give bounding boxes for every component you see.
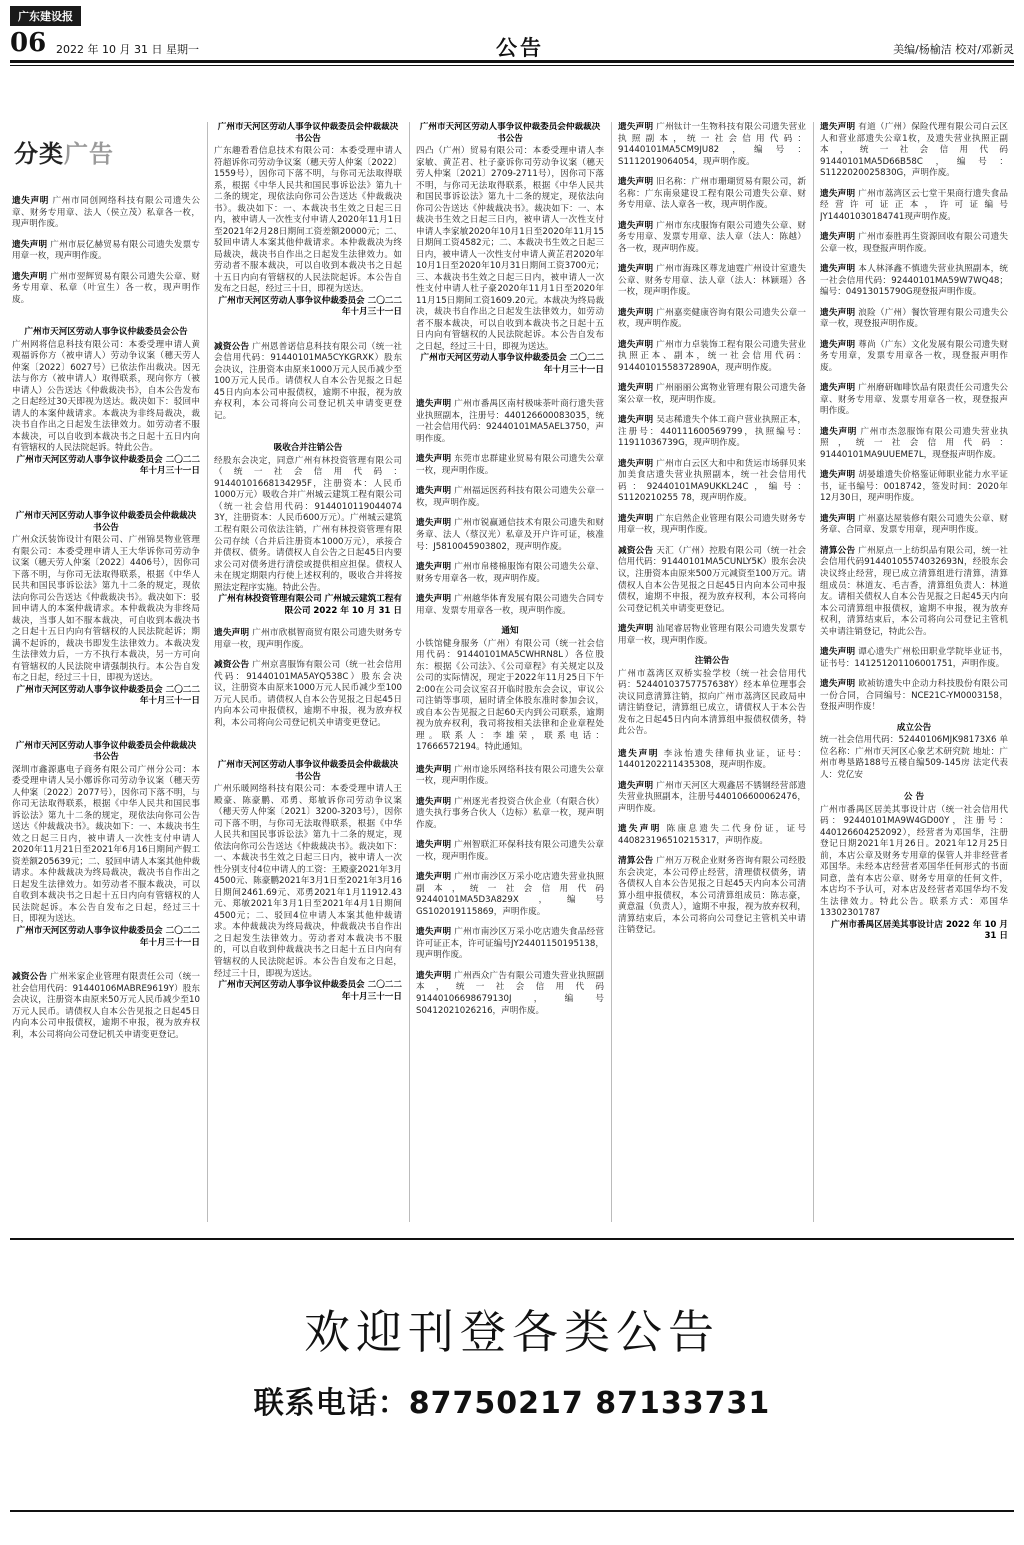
column-divider — [813, 122, 814, 1222]
notice-body: 四凸（广州）贸易有限公司：本委受理申请人李家敏、黄芷君、杜子豪诉你司劳动争议案（穗天劳人仲案〔2021〕2709-2711号），因你司下落不明，与你司无法取得联系，根据《中华人民共和国民事诉讼法》第九十二条的规定，现依法向你司公告送达《仲裁裁决书》。裁决如下：一、本裁决书生效之日起三日内，被申请人一次性支付申请人李家敏2020年10月1日至2020年11月15日期间工资4582元；二、本裁决书生效之日起三日内，被申请人一次性支付申请人黄芷君2020年10月1日至2020年10月31日期间工资3700元；三、本裁决书生效之日起三日内，被申请人一次性支付申请人杜子豪2020年11月1日至2020年11月15日期间工资1609.20元。本裁决为终局裁决，裁决书自作出之日起发生法律效力，如劳动者不服本裁决，可以自收到本裁决书之日起十五日内向有管辖权的人民法院起诉。本公告自发布之日起，经过三十日，即视为送达。 — [416, 146, 604, 352]
notice-body: 广州丽丽公寓物业管理有限公司遗失备案公章一枚，现声明作废。 — [618, 383, 806, 405]
notice-body: 陈康息遗失二代身份证，证号440823196510215317，声明作废。 — [618, 824, 806, 846]
notice — [820, 122, 1008, 180]
notice — [12, 196, 200, 231]
editor-credits: 美编/杨榆洁 校对/邓新灵 — [893, 43, 1014, 56]
notice-body: 广州米家企业管理有限责任公司（统一社会信用代码：91440106MABRE9619Y）股东会决议，注册资本由原来50万元人民币减少至10万元人民币。请债权人自本公告见报之日起45日内向本公司申报债权，逾期不申报，视为放弃权利，本公司将向公司登记机关申请变更登记。 — [12, 972, 200, 1040]
notice-body: 广州西众广告有限公司遗失营业执照副本，统一社会信用代码91440106698679130J，编号S0412021026216，声明作废。 — [416, 970, 604, 1016]
notice-body: 旧名称：广州市珊瑚贸易有限公司，新名称：广东南泉建设工程有限公司遗失公章、财务专用章、法人章各一枚，现声明作废。 — [618, 177, 806, 211]
notice-title: 吸收合并注销公告 — [273, 443, 343, 454]
notice — [618, 459, 806, 505]
notice — [820, 792, 1008, 943]
notice-body: 广州市辰亿赫贸易有限公司遗失发票专用章一枚，现声明作废。 — [12, 239, 200, 262]
notice — [416, 797, 604, 832]
notice-keyword: 遗失声明 — [12, 239, 48, 250]
notice-body: 谭心遗失广州松田职业学院毕业证书，证书号：141251201106001751，声明作废。 — [820, 647, 1008, 669]
notice — [618, 122, 806, 168]
notice-keyword: 遗失声明 — [12, 196, 50, 207]
notice — [618, 624, 806, 647]
notice — [618, 177, 806, 212]
notice-body: 小铁馆健身服务（广州）有限公司（统一社会信用代码：91440101MA5CWHRN8L）各位股东：根据《公司法》、《公司章程》有关规定以及公司的实际情况，现定于2022年11月25日下午2:00在公司会议室召开临时股东会会议，审议公司注销等事项，届时请全体股东准时参加会议，或自本公告见报之日起60天内到公司联系，逾期视为放弃权利，我司将按相关法律和企业章程处理。联系人：李雄荣，联系电话：17666572194。特此通知。 — [416, 638, 604, 753]
notice-keyword: 遗失声明 — [214, 628, 250, 639]
notice-body: 尊尚（广东）文化发展有限公司遗失财务专用章，发票专用章各一枚，现登报声明作废。 — [820, 339, 1008, 373]
notice-keyword: 遗失声明 — [618, 307, 654, 318]
notice-keyword: 减资公告 — [214, 341, 250, 352]
notice — [618, 415, 806, 450]
notice-body: 天汇（广州）控股有限公司（统一社会信用代码：91440101MA5CUNLY5K）股东会决议，注册资本由原来500万元减资至100万元。请债权人自本公告见报之日起45日内向本公司申报债权，逾期不申报，视为放弃权利，本公司将向公司登记机关申请变更登记。 — [618, 545, 806, 614]
notice-body: 广州市帛楼棉服饰有限公司遗失公章、财务专用章各一枚，现声明作废。 — [416, 562, 604, 584]
notice — [416, 626, 604, 754]
notice-body: 广州原点一上纺织品有限公司，统一社会信用代码91440105574032693N，经股东会决议终止经营，现已成立清算组进行清算，清算组成员：林道友、毛吉香，清算组负责人：林道友。请相关债权人自本公告见报之日起45天内向本公司清算组申报债权，逾期不申报，视为放弃权利，清算结束后，本公司将向公司登记主管机关申请注销登记，特此公告。 — [820, 545, 1008, 637]
paper-name: 广东建设报 — [10, 6, 81, 26]
notice-title: 注销公告 — [694, 656, 730, 667]
notice — [618, 546, 806, 615]
notice — [820, 264, 1008, 299]
notice-body: 广州福远医药科技有限公司遗失公章一枚，现声明作废。 — [416, 486, 604, 508]
notice-signature: 广州市天河区劳动人事争议仲裁委员会 二〇二二年十月三十一日 — [420, 353, 604, 375]
notice — [820, 514, 1008, 537]
notice — [618, 824, 806, 847]
notice-title: 广州市天河区劳动人事争议仲裁委员会仲裁裁决书公告 — [217, 122, 399, 144]
notice — [618, 514, 806, 537]
column-divider — [611, 122, 612, 1222]
notice-keyword: 遗失声明 — [416, 454, 452, 465]
notice-body: 本人林泽鑫不慎遗失营业执照副本，统一社会信用代码：92440101MA59W7WQ48；编号：04913015790G现登报声明作废。 — [820, 264, 1008, 298]
notice — [416, 927, 604, 962]
notice — [820, 308, 1008, 331]
notice-keyword: 遗失声明 — [618, 624, 654, 635]
notice-body: 广州市翌辉贸易有限公司遗失公章、财务专用章、私章（叶宣生）各一枚，现声明作废。 — [12, 271, 200, 305]
notice-keyword: 遗失声明 — [416, 399, 452, 410]
notice — [820, 470, 1008, 505]
notice-keyword: 遗失声明 — [618, 220, 654, 231]
notice-body: 吴志稀遗失个体工商户营业执照正本，注册号：440111600569799，执照编号：11911036739G，现声明作废。 — [618, 415, 806, 449]
notice-body: 广州市杰忽服饰有限公司遗失营业执照，统一社会信用代码：91440101MA9UUEME7L，现登报声明作废。 — [820, 426, 1008, 460]
column-divider — [409, 122, 410, 1222]
notice — [416, 399, 604, 445]
column-5 — [820, 122, 1008, 1222]
notice — [416, 765, 604, 788]
notice-keyword: 遗失声明 — [416, 562, 452, 573]
notice-keyword: 遗失声明 — [820, 232, 856, 243]
footer-rule — [10, 1238, 1014, 1240]
notice-body: 广州钛计一生物科技有限公司遗失营业执照副本，统一社会信用代码：91440101MA5CM9JU82，编号：S1112019064054，现声明作废。 — [618, 122, 806, 167]
notice — [416, 122, 604, 376]
notice-keyword: 遗失声明 — [12, 271, 48, 282]
notice-keyword: 遗失声明 — [416, 970, 452, 981]
notice — [12, 511, 200, 708]
notice-keyword: 遗失声明 — [416, 927, 452, 938]
notice-keyword: 遗失声明 — [820, 264, 856, 275]
notice-body: 欧祯钫遗失中企动力科技股份有限公司一份合同，合同编号：NCE21C-YM0003158，登报声明作废！ — [820, 679, 1008, 713]
notice — [416, 562, 604, 585]
notice-keyword: 遗失声明 — [416, 486, 452, 497]
notice — [416, 840, 604, 863]
notice-keyword: 遗失声明 — [618, 415, 654, 426]
column-1 — [12, 122, 200, 1222]
notice-title: 通知 — [501, 626, 519, 637]
notice-keyword: 遗失声明 — [820, 307, 856, 318]
notice-body: 广州市荔湾区云七堂干果商行遗失食品经营许可证正本，许可证编号JY14401030184741现声明作废。 — [820, 188, 1008, 222]
notice — [214, 760, 402, 1003]
classified-ads-logo — [14, 138, 200, 170]
notice — [214, 122, 402, 319]
notice-body: 广州市海珠区尊龙迪霆广州设计室遗失公章、财务专用章、法人章（法人：林颖瑶）各一枚，现声明作废。 — [618, 264, 806, 298]
notice-keyword: 遗失声明 — [618, 177, 654, 188]
notice-body: 广州嘉奕健康咨询有限公司遗失公章一枚，现声明作废。 — [618, 307, 806, 330]
notice — [12, 240, 200, 263]
notice-keyword: 遗失声明 — [820, 513, 856, 524]
notice — [12, 741, 200, 949]
notice-body: 广州乐暖网络科技有限公司：本委受理申请人王殿豪、陈豪鹏、邓勇、郑敏诉你司劳动争议案（穗天劳人仲案〔2021〕3200-3203号），因你司下落不明，与你司无法取得联系，根据《中华人民共和国民事诉讼法》第九十二条的规定，现依法向你司公告送达《仲裁裁决书》。裁决如下：一、本裁决书生效之日起三日内，被申请人一次性分别支付4位申请人的工资：王殿豪2021年3月4500元、陈豪鹏2021年3月1日至2021年3月16日期间2461.69元、邓勇2021年1月11912.43元、郑敏2021年3月1日至2021年4月1日期间4500元；二、驳回4位申请人本案其他仲裁请求。本仲裁裁决为终局裁决，仲裁裁决书自作出之日起发生法律效力。劳动者对本裁决书不服的，可以自收到仲裁裁决书之日起十五日内向有管辖权的人民法院起诉。本公告自发布之日起，经过三十日，即视为送达。 — [214, 784, 402, 979]
notice-keyword: 减资公告 — [618, 545, 654, 556]
notice — [214, 628, 402, 651]
column-2 — [214, 122, 402, 1222]
page-number: 06 — [10, 28, 47, 58]
contact-phone: 联系电话：87750217 87133731 — [253, 1386, 771, 1421]
notice-title: 广州市天河区劳动人事争议仲裁委员会仲裁裁决书公告 — [15, 740, 197, 763]
notice — [12, 327, 200, 478]
notice-body: 广东趣看看信息技术有限公司：本委受理申请人符超诉你司劳动争议案（穗天劳人仲案〔2022〕1559号），因你司下落不明，与你司无法取得联系，根据《中华人民共和国民事诉讼法》第九十二条的规定，现依法向你司公告送达《仲裁裁决书》。裁决如下：一、本裁决书生效之日起三日内，被申请人一次性支付申请人2020年11月1日至2021年2月28日期间工资差额20000元；二、驳回申请人本案其他仲裁请求。本仲裁裁决为终局裁决，裁决书自作出之日起发生法律效力。如劳动者不服本裁决，可以自收到本裁决书之日起十五日内向有管辖权的人民法院起诉。本公告自发布之日起，经过三十日，即视为送达。 — [214, 146, 402, 295]
notice-keyword: 遗失声明 — [820, 470, 856, 481]
notice-title: 广州市天河区劳动人事争议仲裁委员会仲裁裁决书公告 — [419, 122, 601, 144]
notice-keyword: 清算公告 — [820, 545, 856, 556]
header-rule — [10, 60, 1014, 63]
notice — [820, 723, 1008, 782]
notice-keyword: 遗失声明 — [618, 339, 654, 350]
notice-columns — [10, 122, 1014, 1222]
notice-body: 广州市番禺区南村极味荼叶商行遗失营业执照副本，注册号：440126600083035，统一社会信用代码：92440101MA5AEL3750，声明作废。 — [416, 399, 604, 444]
column-3 — [416, 122, 604, 1222]
notice — [416, 518, 604, 553]
notice-body: 广州万万税企业财务咨询有限公司经股东会决定，本公司停止经营，清理债权债务，请各债权人自本公告见报之日起45天内向本公司清算小组申报债权，本公司清算组成员：陈志豪，黄意温（负责人），逾期不申报，视为放弃权利，清算结束后，本公司将向公司登记主管机关申请注销登记。 — [618, 856, 806, 936]
notice-body: 经股东会决定，同意广州有林投资管理有限公司（统一社会信用代码：91440101668134295F，注册资本：人民币1000万元）吸收合并广州城云建筑工程有限公司（统一社会信用代码：9144010119044074 3Y，注册资本：人民币600万元）。广州城云建筑工程有限公司依法注销，广州有林投资管理有限公司存续（合并后注册资本1000万元），承接合并债权、债务。请债权人自公告之日起45日内要求公司对债务进行清偿或提供相应担保。债权人未在规定期限内行使上述权利的，吸收合并将按照法定程序实施。特此公告。 — [214, 455, 402, 593]
issue-date: 2022 年 10 月 31 日 星期一 — [56, 43, 199, 56]
notice — [820, 546, 1008, 638]
notice-body: 广州市白云区大和中和货运市场驿贝来加美食店遗失营业执照副本，统一社会信用代码：92440101MA9UKKL24C，编号：S1120210255 78，现声明作废。 — [618, 458, 806, 504]
notice-keyword: 减资公告 — [214, 660, 250, 671]
notice-body: 广州越华体育发展有限公司遗失合同专用章、发票专用章各一枚，现声明作废。 — [416, 594, 604, 616]
notice-body: 广州市欣棋智商贸有限公司遗失财务专用章一枚，现声明作废。 — [214, 628, 402, 650]
notice — [416, 971, 604, 1017]
notice-keyword: 清算公告 — [618, 856, 654, 867]
notice-body: 统一社会信用代码：52440106MJK98173X6 单位名称：广州市天河区心象艺术研究院 地址：广州市粤垦路188号五楼自编509-145房 法定代表人：党亿安 — [820, 735, 1008, 780]
notice-body: 广州市途乐网络科技有限公司遗失公章一枚，现声明作废。 — [416, 764, 604, 787]
notice-keyword: 遗失声明 — [820, 122, 856, 132]
notice-title: 广州市天河区劳动人事争议仲裁委员会公告 — [24, 327, 188, 338]
notice — [820, 383, 1008, 418]
notice-title: 成立公告 — [896, 722, 932, 733]
notice — [820, 340, 1008, 375]
notice-body: 广州市力卓装饰工程有限公司遗失营业执照正本、副本，统一社会信用代码：91440101558372890A，现声明作废。 — [618, 339, 806, 373]
notice — [820, 189, 1008, 224]
section-title: 公告 — [496, 36, 544, 60]
notice-keyword: 遗失声明 — [618, 780, 654, 791]
notice-body: 广东启然企业管理有限公司遗失财务专用章一枚，现声明作废。 — [618, 513, 806, 536]
notice-body: 广州市天河区大观鑫居不锈钢经营部遗失营业执照副本，注册号440106600062476，声明作废。 — [618, 780, 806, 814]
notice-body: 东莞市忠群建业贸易有限公司遗失公章一枚，现声明作废。 — [416, 454, 604, 476]
notice-body: 广州京喜服饰有限公司（统一社会信用代码：91440101MA5AYQ538C）股东会决议，注册资本由原来1000万元人民币减少至100万元人民币。请债权人自本公告见报之日起45日内向本公司申报债权，逾期不申报，视为放弃权利，本公司将向公司登记机关申请变更登记。 — [214, 660, 402, 728]
notice — [416, 872, 604, 918]
notice-keyword: 遗失声明 — [820, 383, 856, 394]
notice-body: 广州市同创网络科技有限公司遗失公章、财务专用章、法人（侯立茂）私章各一枚，现声明作废。 — [12, 196, 200, 230]
notice-title: 公 告 — [903, 792, 925, 803]
notice-body: 广州市南沙区万采小吃店遗失营业执照副本，统一社会信用代码92440101MA5D3A829X，编号GS102019115869，声明作废。 — [416, 872, 604, 917]
notice — [618, 749, 806, 772]
notice-signature: 广州市天河区劳动人事争议仲裁委员会 二〇二二年十月三十一日 — [218, 980, 402, 1002]
notice-keyword: 遗失声明 — [820, 426, 858, 437]
column-divider — [207, 122, 208, 1222]
page-bottom-rule — [10, 1510, 1014, 1512]
notice-keyword: 遗失声明 — [618, 513, 654, 524]
notice-body: 深圳市鑫源惠电子商务有限公司广州分公司：本委受理申请人吴小娜诉你司劳动争议案（穗天劳人仲案〔2022〕2077号），因你司下落不明，与你司无法取得联系，根据《中华人民共和国民事诉讼法》第九十二条的规定，现依法向你司公告送达《仲裁裁决书》。裁决如下：一、本裁决书生效之日起三日内，被申请人一次性支付申请人2020年11月21日至2021年6月16日期间产假工资差额205639元；二、驳回申请人本案其他仲裁请求。本仲裁裁决为终局裁决，裁决书自作出之日起发生法律效力。如劳动者不服本裁决，可以自收到本裁决书之日起十五日内向有管辖权的人民法院起诉。本公告自发布之日起，经过三十日，即视为送达。 — [12, 764, 200, 925]
notice-signature: 广州市天河区劳动人事争议仲裁委员会 二〇二二年十月三十一日 — [218, 295, 402, 318]
notice-signature: 广州市番禺区居美其事设计店 2022 年 10 月 31 日 — [831, 919, 1008, 942]
notice-title: 广州市天河区劳动人事争议仲裁委员会仲裁裁决书公告 — [217, 760, 399, 782]
notice-keyword: 遗失声明 — [820, 188, 856, 199]
notice — [820, 232, 1008, 255]
notice-body: 广州智联汇环保科技有限公司遗失公章一枚，现声明作废。 — [416, 840, 604, 862]
notice-signature: 广州市天河区劳动人事争议仲裁委员会 二〇二二年十月三十一日 — [16, 926, 200, 948]
notice-body: 广州逐光者投资合伙企业（有限合伙）遗失执行事务合伙人（边标）私章一枚，现声明作废。 — [416, 796, 604, 830]
header-rule-thin — [10, 65, 1014, 66]
notice-body: 汕尾睿居物业管理有限公司遗失发票专用章一枚，现声明作废。 — [618, 624, 806, 646]
column-4 — [618, 122, 806, 1222]
notice-keyword: 遗失声明 — [618, 383, 654, 394]
notice — [618, 340, 806, 375]
notice — [820, 647, 1008, 670]
notice — [416, 486, 604, 509]
notice — [618, 856, 806, 937]
notice-signature: 广州市天河区劳动人事争议仲裁委员会 二〇二二年十月三十一日 — [16, 684, 200, 707]
notice-keyword: 遗失声明 — [618, 122, 654, 132]
notice-keyword: 遗失声明 — [416, 796, 452, 807]
notice — [618, 383, 806, 406]
notice-keyword: 遗失声明 — [820, 339, 856, 350]
notice-keyword: 遗失声明 — [416, 764, 452, 775]
welcome-banner: 欢迎刊登各类公告 — [304, 1305, 720, 1359]
notice-body: 广州众沃装饰设计有限公司、广州锦昊物业管理有限公司：本委受理申请人王大华诉你司劳动争议案（穗天劳人仲案〔2022〕4406号），因你司下落不明，与你司无法取得联系，根据《中华人民共和国民事诉讼法》第九十二条的规定，现依法向你司公告送达《仲裁裁决书》。裁决如下：驳回申请人的本案仲裁请求。本仲裁裁决为非终局裁决，当事人如不服本裁决，可自收到本裁决书之日起十五日内向有管辖权的人民法院起诉；期满不起诉的，裁决书即发生法律效力。本裁决发生法律效力后，一方不执行本裁决，另一方可向有管辖权的人民法院申请强制执行。本公告自发布之日起，经过三十日，即视为送达。 — [12, 535, 200, 684]
notice-body: 广州恩普诺信息科技有限公司（统一社会信用代码：91440101MA5CYKGRXK）股东会决议，注册资本由原来1000万元人民币减少至100万元人民币。请债权人自本公告见报之日起45日内向本公司申报债权，逾期不申报，视为放弃权利，本公司将向公司登记机关申请变更登记。 — [214, 341, 402, 421]
notice — [618, 264, 806, 299]
notice — [214, 443, 402, 617]
notice-body: 广州市南沙区万采小吃店遗失食品经营许可证正本，许可证编号JY24401150195138，现声明作废。 — [416, 927, 604, 961]
notice — [618, 656, 806, 738]
notice-keyword: 遗失声明 — [416, 518, 452, 529]
notice — [12, 972, 200, 1041]
notice — [416, 454, 604, 477]
notice-keyword: 遗失声明 — [416, 872, 452, 883]
notice-body: 广州网将信息科技有限公司：本委受理申请人黄观福诉你方（被申请人）劳动争议案（穗天劳人仲案〔2022〕6027号）已依法作出裁决。因无法与你方（被申请人）取得联系，现向你方（被申请人）公告送达《仲裁裁决书》，自本公告发布之日起经过30天即视为送达。裁决如下：驳回申请人的本案仲裁请求。本裁决为非终局裁决，裁决书自作出之日起发生法律效力。如劳动者不服本裁决，可以自收到本裁决书之日起十五日内向有管辖权的人民法院起诉。特此公告。 — [12, 339, 200, 454]
notice-body: 广州市锐赢通信技术有限公司遗失和财务章、法人（蔡汉光）私章及开户许可证，核准号：J5810045903802，现声明作废。 — [416, 518, 604, 552]
notice — [214, 342, 402, 423]
notice — [416, 594, 604, 617]
notice-signature: 广州有林投资管理有限公司 广州城云建筑工程有限公司 2022 年 10 月 31 日 — [218, 594, 402, 616]
notice-body: 广州市东戌服饰有限公司遗失公章、财务专用章、发票专用章、法人章（法人：陈越）各一枚，现声明作废。 — [618, 220, 806, 254]
brand-main: 分类 — [14, 140, 64, 168]
notice-keyword: 遗失声明 — [618, 824, 662, 835]
notice-body: 广州市荔湾区双桥实验学校（统一社会信用代码：52440103757757638Y）经本单位理事会决议同意清算注销，拟向广州市荔湾区民政局申请注销登记，清算组已成立，请债权人于本公告发布之日起45日内向本清算组申报债权债务，特此公告。 — [618, 668, 806, 737]
notice-body: 李泳怡遗失律师执业证，证号：14401202211435308，现声明作废。 — [618, 748, 806, 771]
notice — [820, 679, 1008, 714]
notice-keyword: 遗失声明 — [618, 458, 654, 469]
masthead — [10, 6, 1014, 58]
notice-keyword: 减资公告 — [12, 972, 48, 983]
notice-body: 广州磨研咖啡饮品有限责任公司遗失公章、财务专用章、发票专用章各一枚，现登报声明作废。 — [820, 383, 1008, 417]
notice-keyword: 遗失声明 — [416, 840, 452, 851]
notice — [618, 781, 806, 816]
notice-body: 浪险（广州）餐饮管理有限公司遗失公章一枚，现登报声明作废。 — [820, 307, 1008, 330]
notice-keyword: 遗失声明 — [618, 748, 660, 759]
notice-title: 广州市天河区劳动人事争议仲裁委员会仲裁裁决书公告 — [15, 510, 197, 533]
notice-signature: 广州市天河区劳动人事争议仲裁委员会 二〇二二年十月三十一日 — [16, 454, 200, 477]
notice — [12, 272, 200, 307]
notice-keyword: 遗失声明 — [416, 594, 452, 605]
notice-body: 广州嘉达屋装修有限公司遗失公章、财务章、合同章、发票专用章，现声明作废。 — [820, 513, 1008, 536]
notice-keyword: 遗失声明 — [820, 647, 856, 658]
notice-body: 广州市番禺区居美其事设计店（统一社会信用代码：92440101MA9W4GD00Y，注册号：440126604252092），经营者为邓国华，注册登记日期2021年1月26日。2021年12月25日前，本店公章及财务专用章的保管人并非经营者邓国华。未经本店经营者邓国华任何形式的书面同意，盖有本店公章、财务专用章的任何文件，本店均不予认可，对本店及经营者邓国华均不发生法律效力。特此公告。联系方式：邓国华 13302301787 — [820, 804, 1008, 919]
notice-keyword: 遗失声明 — [618, 264, 654, 275]
notice — [820, 427, 1008, 462]
notice-keyword: 遗失声明 — [820, 679, 856, 690]
notice — [618, 308, 806, 331]
notice — [214, 660, 402, 729]
brand-accent: 广告 — [64, 140, 114, 168]
notice-body: 有道（广州）保险代理有限公司白云区人和营业部遗失公章1枚，及遗失营业执照正副本，统一社会信用代码91440101MA5D66B58C，编号：S1122020025830G，声明作废。 — [820, 122, 1008, 179]
notice — [618, 221, 806, 256]
notice-body: 胡晏雄遗失价格鉴证师职业能力水平证书，证书编号：0018742，签发时间：2020年12月30日，现声明作废。 — [820, 470, 1008, 504]
notice-body: 广州市泰胜再生资源回收有限公司遗失公章一枚，现登报声明作废。 — [820, 232, 1008, 254]
